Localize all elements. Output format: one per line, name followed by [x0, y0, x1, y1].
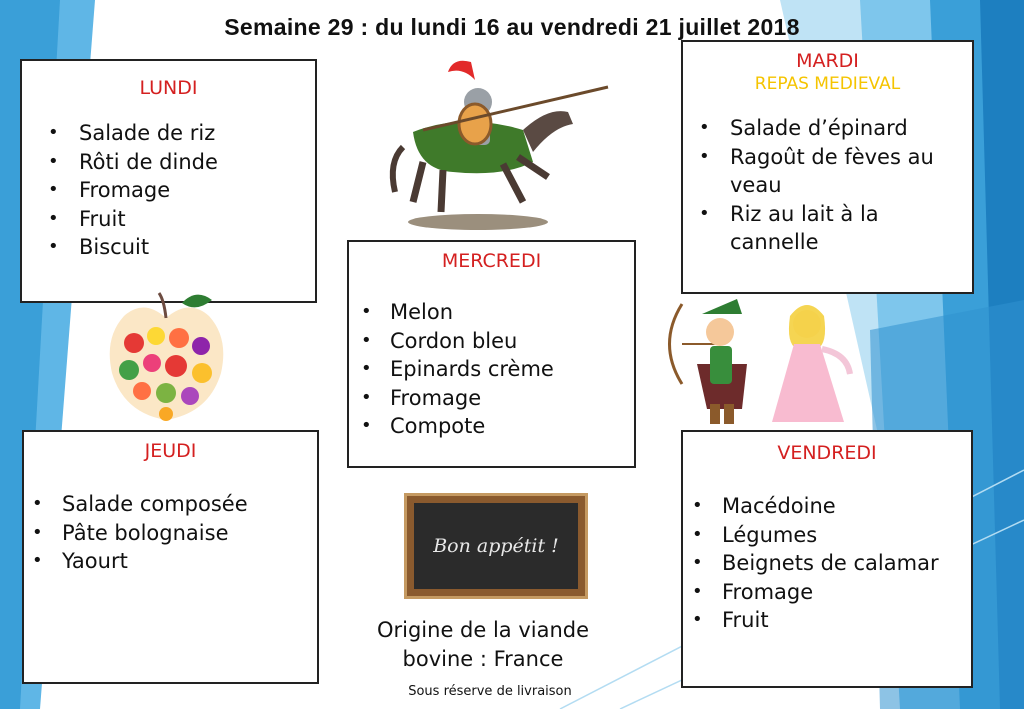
menu-list-lundi	[22, 119, 315, 262]
chalkboard-text: Bon appétit !	[433, 535, 559, 557]
menu-item: • Compote	[349, 412, 634, 441]
menu-card-mardi	[681, 40, 974, 294]
menu-list-mardi	[683, 114, 972, 257]
day-title-lundi: LUNDI	[139, 77, 198, 99]
menu-item: • Fromage	[22, 176, 315, 205]
menu-item: • Légumes	[683, 521, 971, 550]
menu-item: • Fromage	[349, 384, 634, 413]
menu-item: • Epinards crème	[349, 355, 634, 384]
menu-item: • Salade composée	[24, 490, 317, 519]
menu-item: • Biscuit	[22, 233, 315, 262]
menu-item: • Beignets de calamar	[683, 549, 971, 578]
menu-item: • Salade de riz	[22, 119, 315, 148]
page-title: Semaine 29 : du lundi 16 au vendredi 21 juillet 2018	[224, 14, 800, 40]
menu-card-lundi	[20, 59, 317, 303]
menu-item: • Pâte bolognaise	[24, 519, 317, 548]
menu-item: • Fruit	[22, 205, 315, 234]
delivery-disclaimer: Sous réserve de livraison	[408, 684, 572, 699]
menu-item: • Macédoine	[683, 492, 971, 521]
menu-item: • Riz au lait à la cannelle	[683, 200, 972, 257]
menu-card-vendredi	[681, 430, 973, 688]
day-title-vendredi: VENDREDI	[777, 442, 877, 464]
day-title-jeudi: JEUDI	[144, 440, 197, 462]
menu-item: • Fruit	[683, 606, 971, 635]
menu-card-mercredi	[347, 240, 636, 468]
characters-illustration	[662, 294, 862, 434]
menu-item: • Yaourt	[24, 547, 317, 576]
day-title-mercredi: MERCREDI	[441, 250, 542, 272]
menu-card-jeudi	[22, 430, 319, 684]
knight-illustration	[383, 52, 613, 232]
menu-list-mercredi	[349, 298, 634, 441]
menu-item: • Ragoût de fèves au veau	[683, 143, 972, 200]
menu-item: • Melon	[349, 298, 634, 327]
menu-item: • Salade d’épinard	[683, 114, 972, 143]
chalkboard-surface	[414, 503, 578, 589]
menu-list-vendredi	[683, 492, 971, 635]
fruit-apple-illustration	[104, 288, 229, 428]
menu-item: • Fromage	[683, 578, 971, 607]
theme-title-mardi: REPAS MEDIEVAL	[754, 74, 901, 94]
menu-item: • Cordon bleu	[349, 327, 634, 356]
chalkboard	[404, 493, 588, 599]
menu-item: • Rôti de dinde	[22, 148, 315, 177]
menu-list-jeudi	[24, 490, 317, 576]
day-title-mardi: MARDI	[796, 50, 859, 72]
meat-origin-note: Origine de la viande bovine : France	[376, 618, 590, 671]
